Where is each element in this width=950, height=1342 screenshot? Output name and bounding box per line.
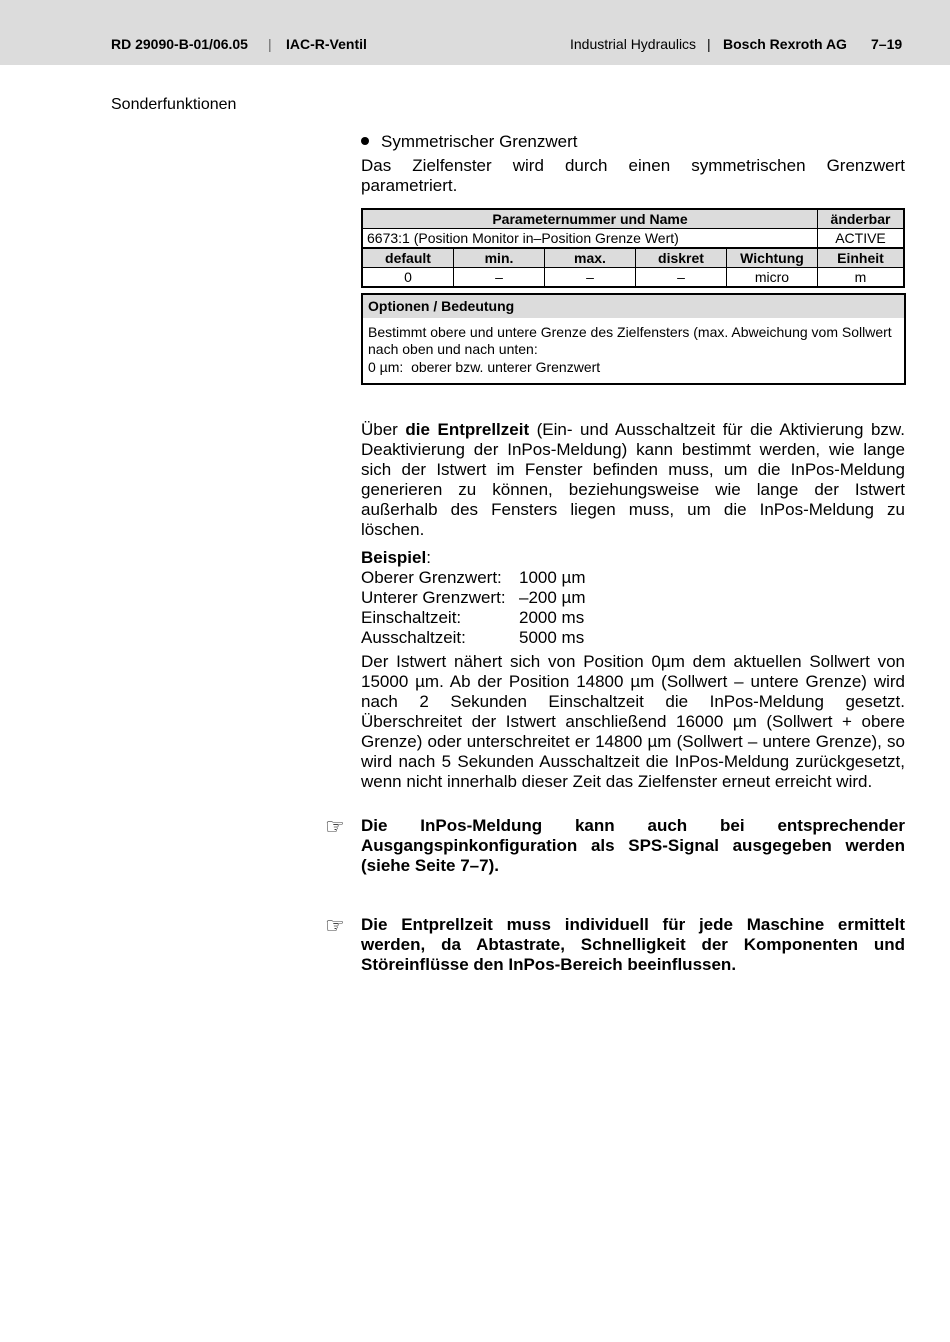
- product-name: IAC-R-Ventil: [286, 36, 367, 52]
- example-row: [361, 568, 586, 588]
- param-head-name: Parameternummer und Name: [362, 209, 818, 229]
- example-title: [361, 548, 431, 568]
- pointing-hand-icon: ☞: [325, 913, 345, 938]
- value-min: –: [454, 268, 545, 288]
- col-head-discrete: diskret: [636, 248, 727, 268]
- col-head-min: min.: [454, 248, 545, 268]
- example-label: Unterer Grenzwert:: [361, 588, 506, 607]
- example-row: [361, 588, 586, 608]
- options-text: Bestimmt obere und untere Grenze des Zielfensters (max. Abweichung vom Sollwert nach oben und nach unten:: [368, 324, 892, 357]
- value-unit: m: [818, 268, 905, 288]
- col-head-weighting: Wichtung: [727, 248, 818, 268]
- example-value: 1000 µm: [519, 568, 586, 587]
- division-name: Industrial Hydraulics: [570, 36, 697, 52]
- example-colon: :: [426, 548, 431, 567]
- example-value: 2000 ms: [519, 608, 585, 627]
- options-value-text: oberer bzw. unterer Grenzwert: [411, 359, 601, 375]
- param-head-changeable: änderbar: [818, 209, 905, 229]
- bullet-dot-icon: [361, 137, 369, 145]
- example-row: [361, 628, 584, 648]
- value-max: –: [545, 268, 636, 288]
- company-name: Bosch Rexroth AG: [723, 36, 847, 52]
- header-separator: |: [707, 36, 711, 52]
- example-title-text: Beispiel: [361, 548, 427, 567]
- col-head-default: default: [362, 248, 454, 268]
- header-separator: |: [268, 36, 272, 52]
- doc-number: RD 29090-B-01/06.05: [111, 36, 248, 52]
- value-weighting: micro: [727, 268, 818, 288]
- col-head-unit: Einheit: [818, 248, 905, 268]
- example-value: –200 µm: [519, 588, 586, 607]
- example-row: [361, 608, 584, 628]
- parameter-table-wrapper: [361, 208, 905, 288]
- page-number: 7–19: [871, 36, 903, 52]
- example-value: 5000 ms: [519, 628, 585, 647]
- options-box: [361, 293, 906, 385]
- example-label: Ausschaltzeit:: [361, 628, 466, 647]
- debounce-post: (Ein- und Ausschaltzeit für die Aktivierung bzw. Deaktivierung der InPos-Meldung) kann bestimmt werden, wie lange sich der Istwert im Fenster befinden muss, um die InPos-Meldung generieren zu können, beziehungsweise wie lange der Istwert außerhalb des Fensters liegen muss, um die InPos-Meldung zu löschen.: [361, 420, 905, 539]
- parameter-table: [361, 208, 905, 288]
- param-name: 6673:1 (Position Monitor in–Position Grenze Wert): [362, 229, 818, 249]
- value-discrete: –: [636, 268, 727, 288]
- pointing-hand-icon: ☞: [325, 814, 345, 839]
- options-value-row: [363, 359, 904, 376]
- debounce-paragraph: [361, 420, 905, 540]
- debounce-bold: die Entprellzeit: [405, 420, 530, 439]
- note-inpos-plc: Die InPos-Meldung kann auch bei entsprechender Ausgangspinkonfiguration als SPS-Signal ausgegeben werden (siehe Seite 7–7).: [361, 816, 905, 875]
- page-header: [0, 0, 950, 65]
- section-title: Sonderfunktionen: [111, 96, 237, 113]
- bullet-item: [361, 132, 577, 152]
- note-debounce-machine: Die Entprellzeit muss individuell für jede Maschine ermittelt werden, da Abtastrate, Schnelligkeit der Komponenten und Störeinflüsse den InPos-Bereich beeinflussen.: [361, 915, 905, 974]
- debounce-pre: Über: [361, 420, 406, 439]
- bullet-text: Symmetrischer Grenzwert: [381, 132, 578, 151]
- intro-paragraph: Das Zielfenster wird durch einen symmetrischen Grenzwert parametriert.: [361, 156, 905, 195]
- value-default: 0: [362, 268, 454, 288]
- example-label: Einschaltzeit:: [361, 608, 462, 627]
- col-head-max: max.: [545, 248, 636, 268]
- options-title: Optionen / Bedeutung: [363, 295, 904, 318]
- param-changeable: ACTIVE: [818, 229, 905, 249]
- options-value-label: 0 µm:: [368, 359, 404, 375]
- example-label: Oberer Grenzwert:: [361, 568, 502, 587]
- example-paragraph: Der Istwert nähert sich von Position 0µm dem aktuellen Sollwert von 15000 µm. Ab der Position 14800 µm (Sollwert – untere Grenze) wird nach 2 Sekunden Einschaltzeit die InPos-Meldung gesetzt. Überschreitet der Istwert anschließend 16000 µm (Sollwert + obere Grenze) oder unterschreitet er 14800 µm (Sollwert – untere Grenze), so wird nach 5 Sekunden Ausschaltzeit die InPos-Meldung zurückgesetzt, wenn nicht innerhalb dieser Zeit das Zielfenster erneut erreicht wird.: [361, 652, 905, 791]
